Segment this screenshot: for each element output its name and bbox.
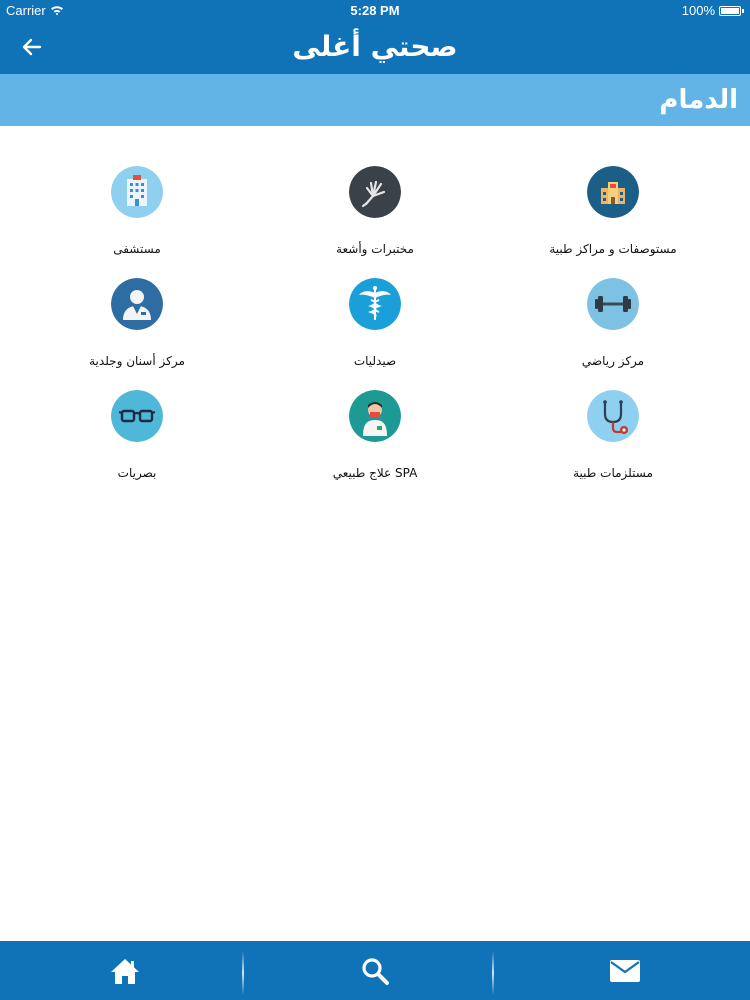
category-grid <box>0 126 750 496</box>
clinic-building-icon <box>587 166 639 218</box>
tab-mail[interactable] <box>500 941 750 1000</box>
carrier-label: Carrier <box>6 3 46 18</box>
back-button[interactable] <box>14 30 50 64</box>
category-label: مختبرات وأشعة <box>336 242 414 256</box>
battery-percent: 100% <box>681 3 715 18</box>
tab-home[interactable] <box>0 941 250 1000</box>
tab-bar <box>0 941 750 1000</box>
status-right <box>682 3 744 18</box>
therapist-icon <box>349 390 401 442</box>
status-time: 5:28 PM <box>350 3 400 18</box>
category-labs[interactable] <box>255 126 495 256</box>
search-icon <box>360 956 390 986</box>
category-medical-supplies[interactable] <box>493 350 733 480</box>
category-hospital[interactable] <box>17 126 257 256</box>
back-arrow-icon <box>22 38 42 56</box>
page-title: صحتي أغلى <box>292 30 458 63</box>
category-dental-derma[interactable] <box>17 238 257 368</box>
tab-divider <box>242 951 244 995</box>
xray-hand-icon <box>349 166 401 218</box>
dumbbell-icon <box>587 278 639 330</box>
category-label: مركز رياضي <box>581 354 645 368</box>
home-icon <box>109 957 141 985</box>
city-title: الدمام <box>659 85 738 115</box>
city-header <box>0 74 750 126</box>
category-pharmacies[interactable] <box>255 238 495 368</box>
tab-search[interactable] <box>250 941 500 1000</box>
category-label: SPA علاج طبيعي <box>332 466 418 480</box>
status-bar <box>0 0 750 20</box>
category-label: صيدليات <box>353 354 397 368</box>
hospital-icon <box>111 166 163 218</box>
nav-bar <box>0 20 750 74</box>
category-label: مستشفى <box>113 242 161 256</box>
battery-icon <box>719 6 741 16</box>
category-optics[interactable] <box>17 350 257 480</box>
battery-tip <box>742 9 744 13</box>
doctor-icon <box>111 278 163 330</box>
category-label: بصريات <box>117 466 157 480</box>
category-spa-physio[interactable] <box>255 350 495 480</box>
category-label: مركز أسنان وجلدية <box>89 354 185 368</box>
glasses-icon <box>111 390 163 442</box>
category-label: مستلزمات طبية <box>573 466 653 480</box>
category-sports[interactable] <box>493 238 733 368</box>
caduceus-icon <box>349 278 401 330</box>
category-clinics[interactable] <box>493 126 733 256</box>
mail-icon <box>609 959 641 983</box>
tab-divider <box>492 951 494 995</box>
category-label: مستوصفات و مراكز طبية <box>549 242 677 256</box>
stethoscope-icon <box>587 390 639 442</box>
